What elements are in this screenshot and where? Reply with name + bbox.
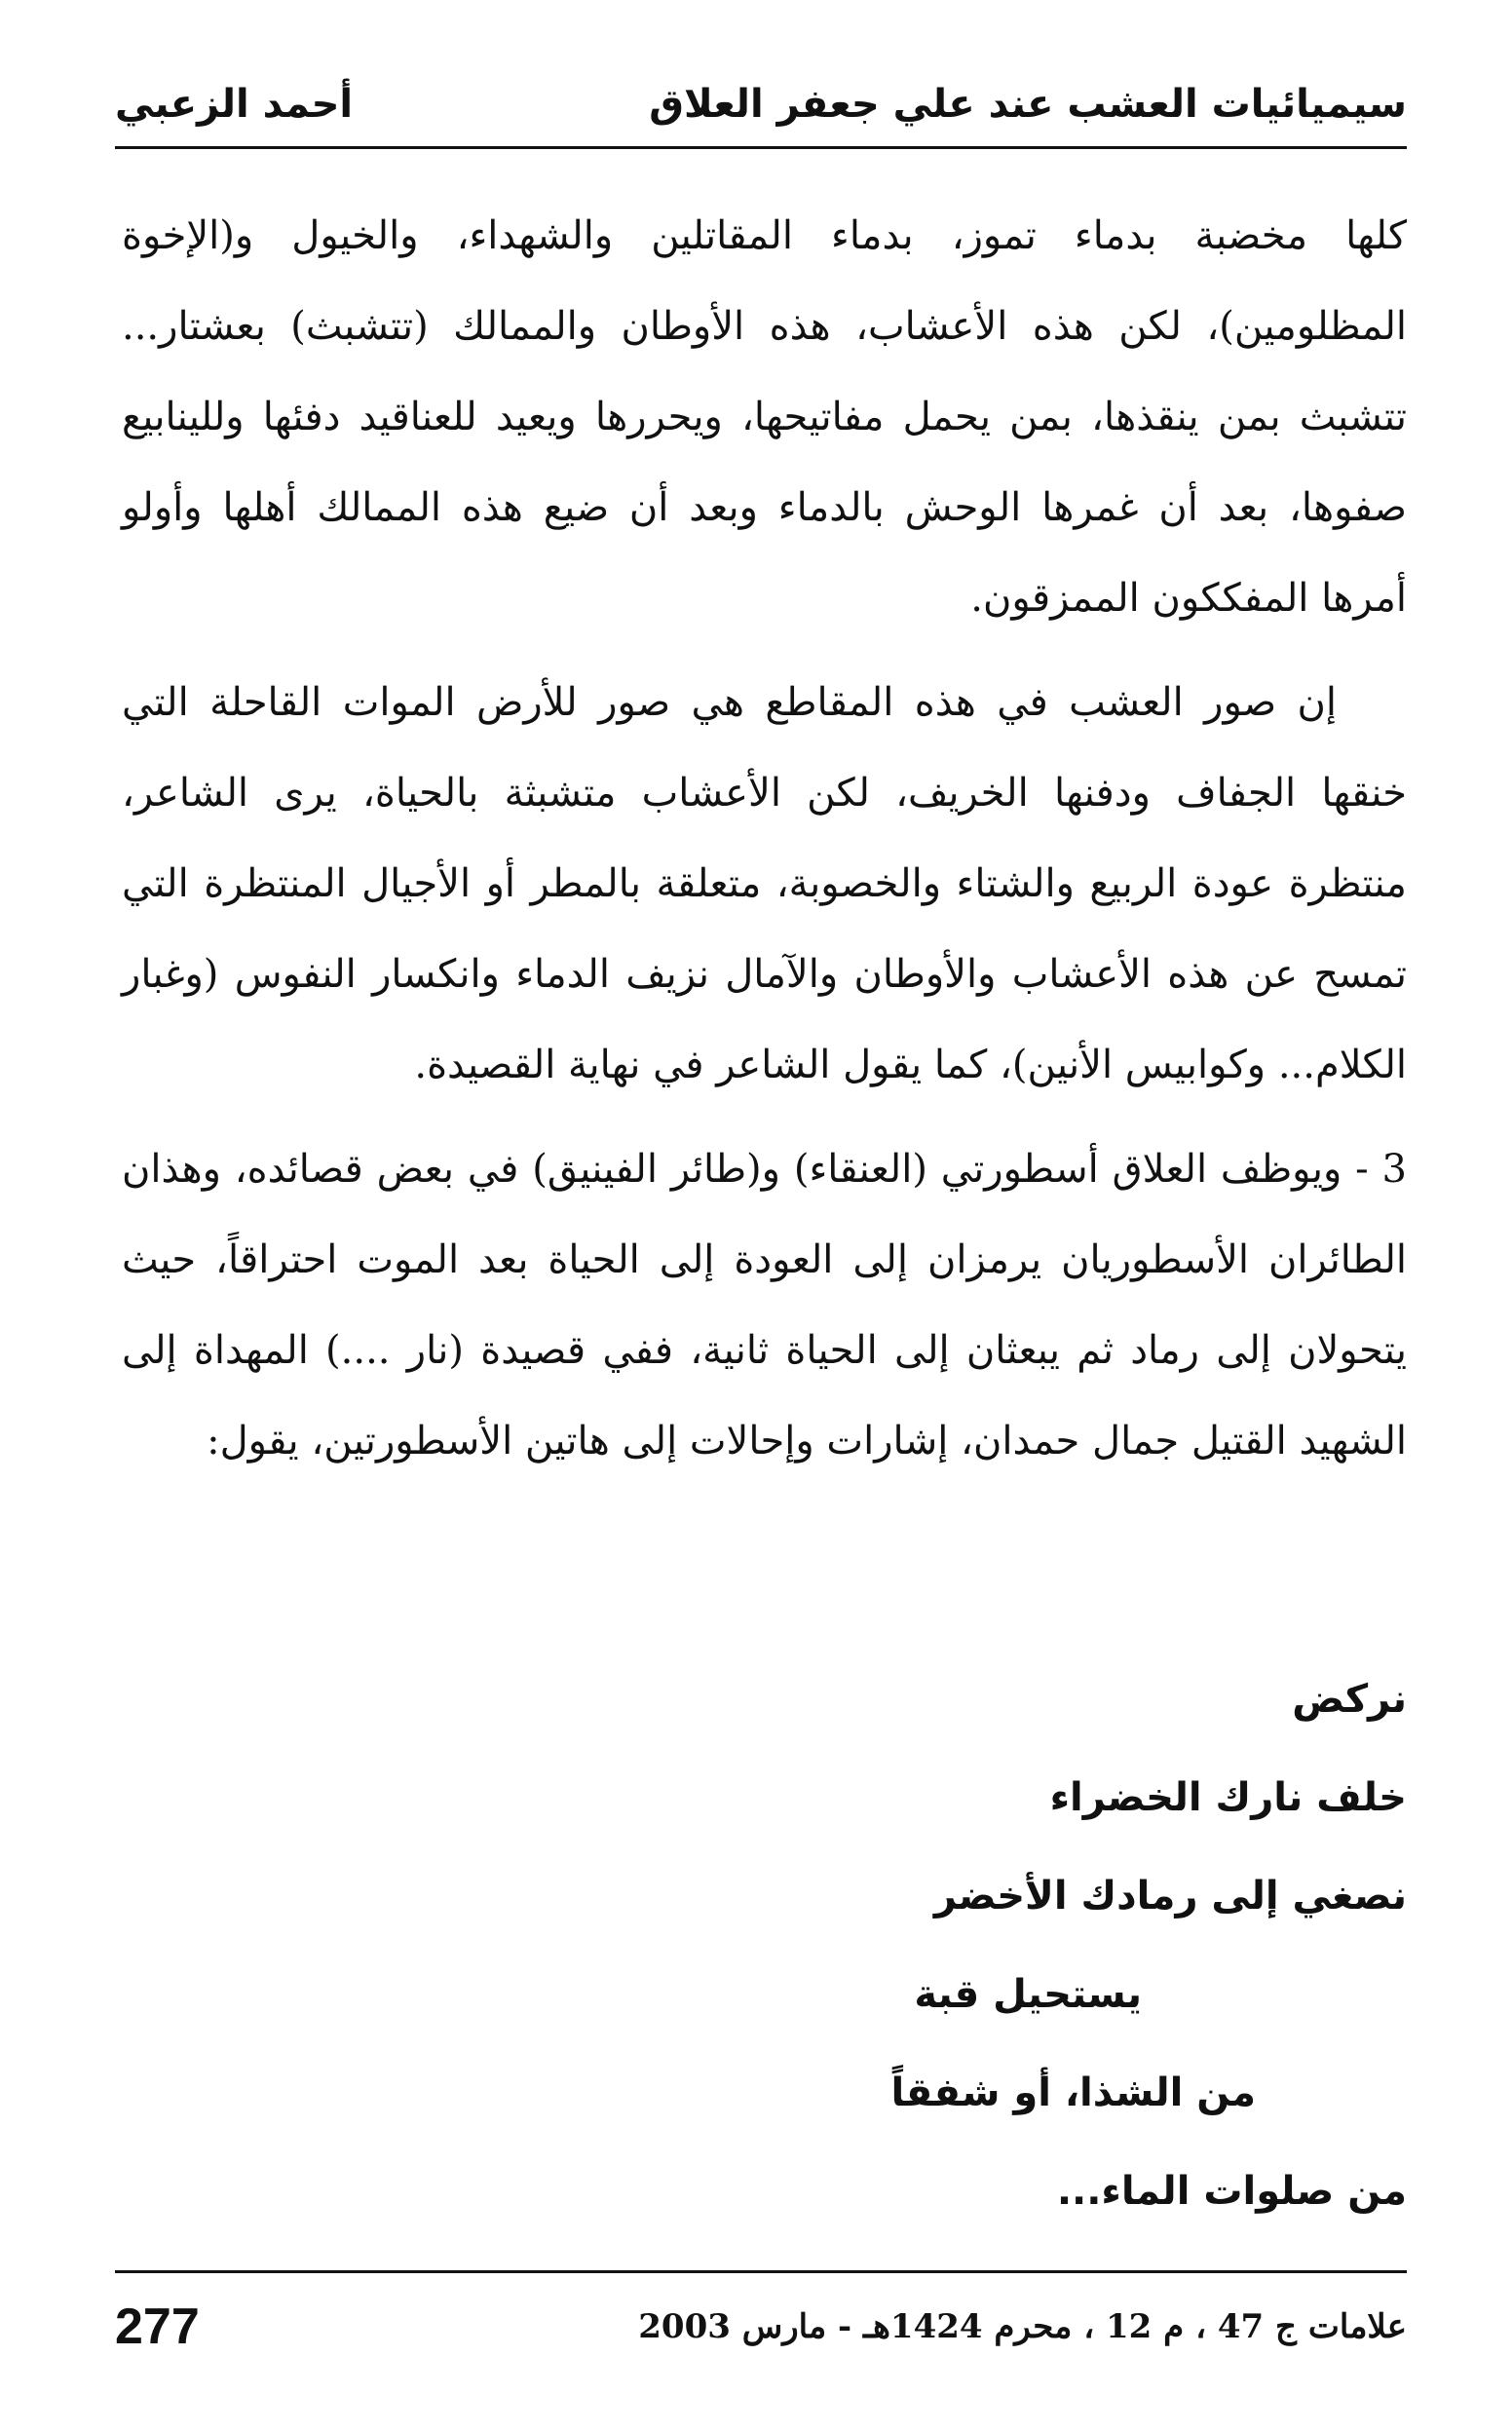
article-body (122, 191, 1407, 1501)
page-number: 277 (115, 2299, 200, 2355)
poem-line: نصغي إلى رمادك الأخضر (933, 1874, 1407, 1919)
journal-citation: علامات ج 47 ، م 12 ، محرم 1424هـ - مارس 2003 (638, 2307, 1407, 2346)
paragraph-1: كلها مخضبة بدماء تموز، بدماء المقاتلين والشهداء، والخيول و(الإخوة المظلومين)، لكن هذه الأعشاب، هذه الأوطان والممالك (تتشبث) بعشتار... تتشبث بمن ينقذها، بمن يحمل مفاتيحها، ويحررها ويعيد للعناقيد دفئها وللينابيع صفوها، بعد أن غمرها الوحش بالدماء وبعد أن ضيع هذه الممالك أهلها وأولو أمرها المفككون الممزقون. (122, 213, 1407, 621)
paragraph-2: إن صور العشب في هذه المقاطع هي صور للأرض الموات القاحلة التي خنقها الجفاف ودفنها الخريف، لكن الأعشاب متشبثة بالحياة، يرى الشاعر، منتظرة عودة الربيع والشتاء والخصوبة، متعلقة بالمطر أو الأجيال المنتظرة التي تمسح عن هذه الأعشاب والأوطان والآمال نزيف الدماء وانكسار النفوس (وغبار الكلام... وكوابيس الأنين)، كما يقول الشاعر في نهاية القصيدة. (122, 680, 1408, 1087)
poem-line: يستحيل قبة (914, 1972, 1142, 2017)
poem-excerpt (725, 1651, 1407, 2241)
footer-divider (115, 2270, 1407, 2273)
page-footer (115, 2288, 1407, 2366)
paragraph-3: 3 - ويوظف العلاق أسطورتي (العنقاء) و(طائر الفينيق) في بعض قصائده، وهذان الطائران الأسطوريان يرمزان إلى العودة إلى الحياة بعد الموت احتراقاً، حيث يتحولان إلى رماد ثم يبعثان إلى الحياة ثانية، ففي قصيدة (نار ....) المهداة إلى الشهيد القتيل جمال حمدان، إشارات وإحالات إلى هاتين الأسطورتين، يقول: (122, 1147, 1407, 1463)
poem-line: خلف نارك الخضراء (1049, 1775, 1407, 1820)
poem-line: من الشذا، أو شفقاً (890, 2071, 1256, 2115)
header-author: أحمد الزعبي (115, 82, 354, 127)
header-divider (115, 146, 1407, 149)
poem-line: من صلوات الماء... (1056, 2169, 1407, 2214)
running-header (115, 60, 1407, 148)
header-title: سيميائيات العشب عند علي جعفر العلاق (649, 82, 1407, 127)
poem-line: نركض (1292, 1677, 1407, 1722)
